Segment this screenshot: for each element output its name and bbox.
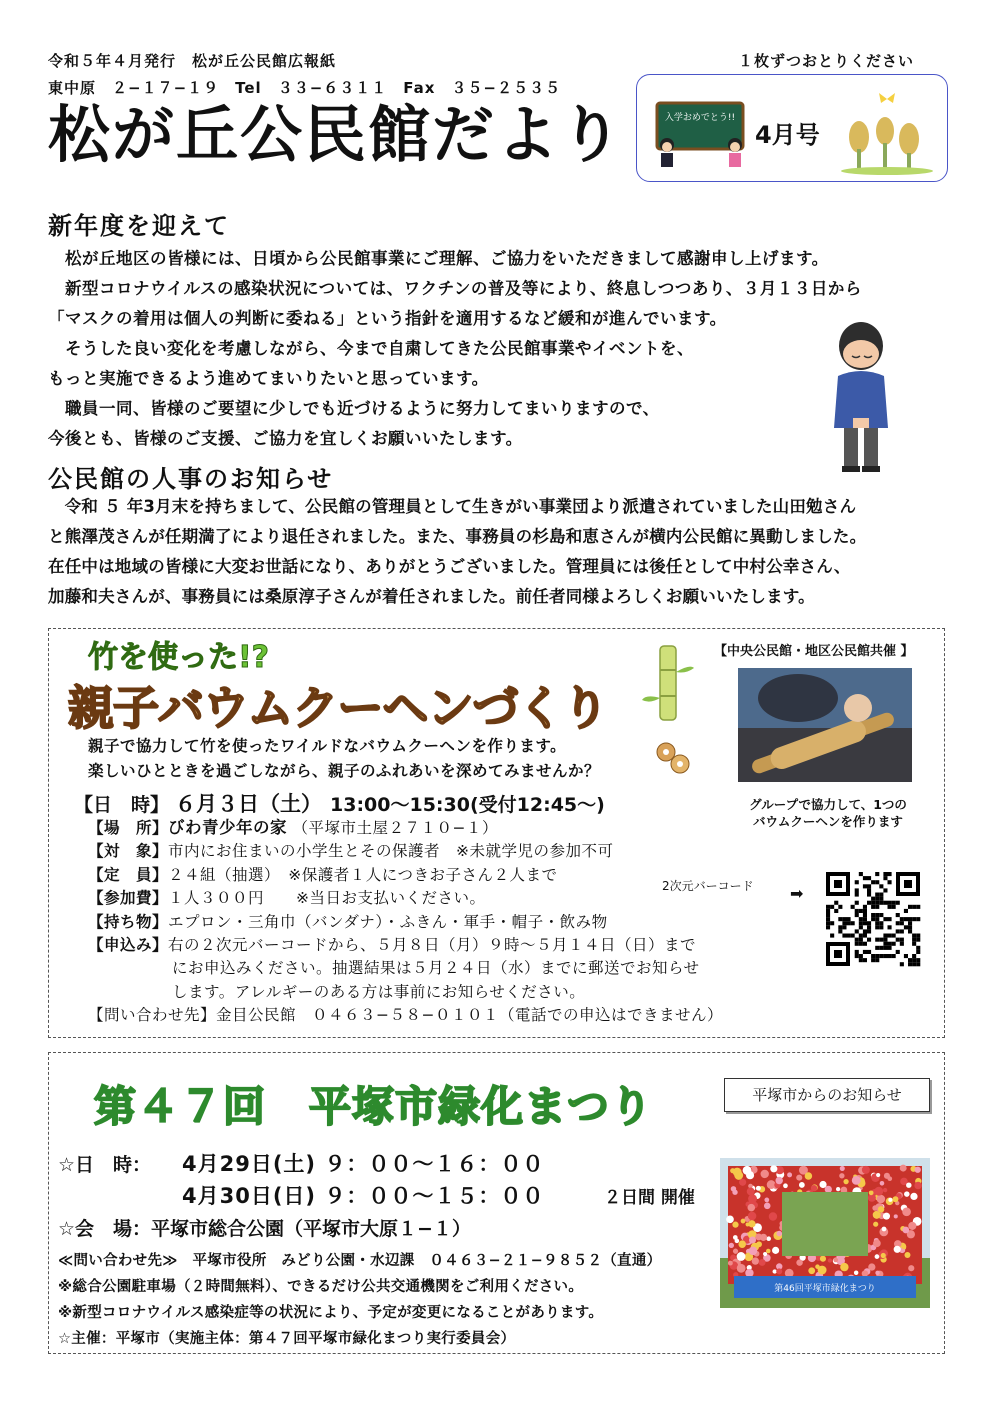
event1-details (88, 816, 808, 1028)
bamboo-illustration (638, 642, 698, 777)
event2-notes (58, 1248, 661, 1352)
detail-text: エプロン・三角巾（バンダナ）・ふきん・軍手・帽子・飲み物 (168, 912, 608, 931)
greeting-line: そうした良い変化を考慮しながら、今まで自粛してきた公民館事業やイベントを、 (48, 339, 694, 358)
detail-label: 【対 象】 (88, 842, 169, 861)
issue-info: 令和５年４月発行 松が丘公民館広報紙 (48, 52, 337, 70)
detail-row (88, 840, 808, 863)
personnel-line: 在任中は地域の皆様に大変お世話になり、ありがとうございました。管理員には後任として中村公幸さん、 (48, 557, 851, 576)
greeting-line: 職員一同、皆様のご要望に少しでも近づけるように努力してまいりますので、 (48, 399, 660, 418)
greeting-line: 今後とも、皆様のご支援、ご協力を宜しくお願いいたします。 (48, 429, 523, 448)
photo-caption-line: グループで協力して、1つの (749, 797, 907, 812)
event2-date-label: ☆日 時： (58, 1154, 152, 1176)
photo-caption-line: バウムクーヘンを作ります (753, 814, 903, 829)
date-time: 13:00〜15:30(受付12:45〜) (330, 794, 605, 816)
intro-line: 楽しいひとときを過ごしながら、親子のふれあいを深めてみませんか？ (88, 762, 601, 780)
blackboard-text: 入学おめでとう!! (664, 113, 736, 123)
flower-frame-photo (720, 1158, 930, 1308)
qr-code[interactable] (824, 870, 922, 968)
greeting-line: 松が丘地区の皆様には、日頃から公民館事業にご理解、ご協力をいただきまして感謝申し上げます。 (48, 249, 829, 268)
detail-label: 【持ち物】 (88, 912, 169, 931)
greeting-line: もっと実施できるよう進めてまいりたいと思っています。 (48, 369, 489, 388)
bowing-staff-illustration (826, 318, 896, 473)
two-days-label: ２日間 開催 (604, 1188, 695, 1208)
personnel-line: と熊澤茂さんが任期満了により退任されました。また、事務員の杉島和恵さんが横内公民館に異動しました。 (48, 527, 867, 546)
greeting-line: 「マスクの着用は個人の判断に委ねる」という指針を適用するなど緩和が進んでいます。 (48, 309, 727, 328)
detail-label: 【定 員】 (88, 865, 169, 884)
apply-continued: します。アレルギーのある方は事前にお知らせください。 (172, 982, 586, 1001)
event2-venue: ☆会 場：平塚市総合公園（平塚市大原１−１） (58, 1218, 471, 1240)
event1-intro (88, 734, 600, 784)
detail-row (88, 816, 808, 840)
personnel-body (48, 492, 968, 612)
greeting-body (48, 244, 928, 454)
newsletter-title: 松が丘公民館だより (48, 98, 625, 171)
detail-text: 市内にお住まいの小学生とその保護者 ※未就学児の参加不可 (168, 842, 614, 861)
qr-label: 2次元バーコード (662, 879, 754, 893)
personnel-line: 令和 ５ 年3月末を持ちまして、公民館の管理員として生きがい事業団より派遣されていました山田勉さん (48, 497, 857, 516)
detail-row (88, 934, 808, 957)
greeting-heading: 新年度を迎えて (48, 212, 230, 240)
detail-text: 右の２次元バーコードから、５月８日（月）９時〜５月１４日（日）まで (168, 936, 697, 955)
event2-parking-note: ※総合公園駐車場（２時間無料）、できるだけ公共交通機関をご利用ください。 (58, 1279, 584, 1295)
detail-text: （平塚市土屋２７１０−１） (292, 819, 498, 837)
greeting-line: 新型コロナウイルスの感染状況については、ワクチンの普及等により、終息しつつあり、３月１３日から (48, 279, 862, 298)
photo-banner-text: 第46回平塚市緑化まつり (774, 1284, 876, 1294)
event1-title: 親子バウムクーヘンづくり (68, 681, 608, 735)
apply-continued: にお申込みください。抽選結果は５月２４日（水）までに郵送でお知らせ (172, 959, 700, 978)
personnel-line: 加藤和夫さんが、事務員には桑原淳子さんが着任されました。前任者同様よろしくお願いいたします。 (48, 587, 815, 606)
take-one-note: １枚ずつおとりください (738, 52, 915, 70)
event2-date2: 4月30日(日) ９：００〜１５：００ (182, 1184, 545, 1208)
address-contact: 東中原 ２−１７−１９ Tel ３３−６３１１ Fax ３５−２５３５ (48, 79, 561, 97)
event1-contact: 【問い合わせ先】金目公民館 ０４６３−５８−０１０１（電話での申込はできません） (88, 1006, 723, 1025)
event2-organizer: ☆主催：平塚市（実施主体：第４７回平塚市緑化まつり実行委員会） (58, 1331, 516, 1347)
city-notice-label: 平塚市からのお知らせ (724, 1078, 930, 1112)
event2-date1: 4月29日(土) ９：００〜１６：００ (182, 1152, 545, 1176)
date-main: ６月３日（土） (175, 792, 323, 816)
detail-label: 【申込み】 (88, 936, 169, 955)
detail-label: 【場 所】 (88, 819, 169, 837)
event1-subtitle: 竹を使った!? (88, 640, 270, 675)
detail-text: ２４組（抽選） ※保護者１人につきお子さん２人まで (168, 865, 558, 884)
event2-covid-note: ※新型コロナウイルス感染症等の状況により、予定が変更になることがあります。 (58, 1305, 604, 1321)
personnel-heading: 公民館の人事のお知らせ (48, 465, 334, 493)
detail-text: １人３００円 ※当日お支払いください。 (168, 889, 486, 908)
issue-box (636, 74, 948, 182)
issue-month: 4月号 (755, 121, 820, 149)
date-label: 【日 時】 (74, 794, 170, 816)
detail-label: 【参加費】 (88, 889, 169, 908)
event2-contact: ≪問い合わせ先≫ 平塚市役所 みどり公園・水辺課 ０４６３−２１−９８５２（直通） (58, 1253, 662, 1269)
baumkuchen-photo (738, 668, 912, 782)
event1-host: 【中央公民館・地区公民館共催 】 (714, 644, 914, 659)
arrow-icon: ➡ (790, 884, 804, 903)
detail-row (88, 911, 808, 934)
event1-date-row (74, 788, 605, 818)
intro-line: 親子で協力して竹を使ったワイルドなバウムクーヘンを作ります。 (88, 737, 567, 755)
event2-title: 第４７回 平塚市緑化まつり (94, 1082, 654, 1131)
detail-bold: びわ青少年の家 (168, 818, 288, 837)
